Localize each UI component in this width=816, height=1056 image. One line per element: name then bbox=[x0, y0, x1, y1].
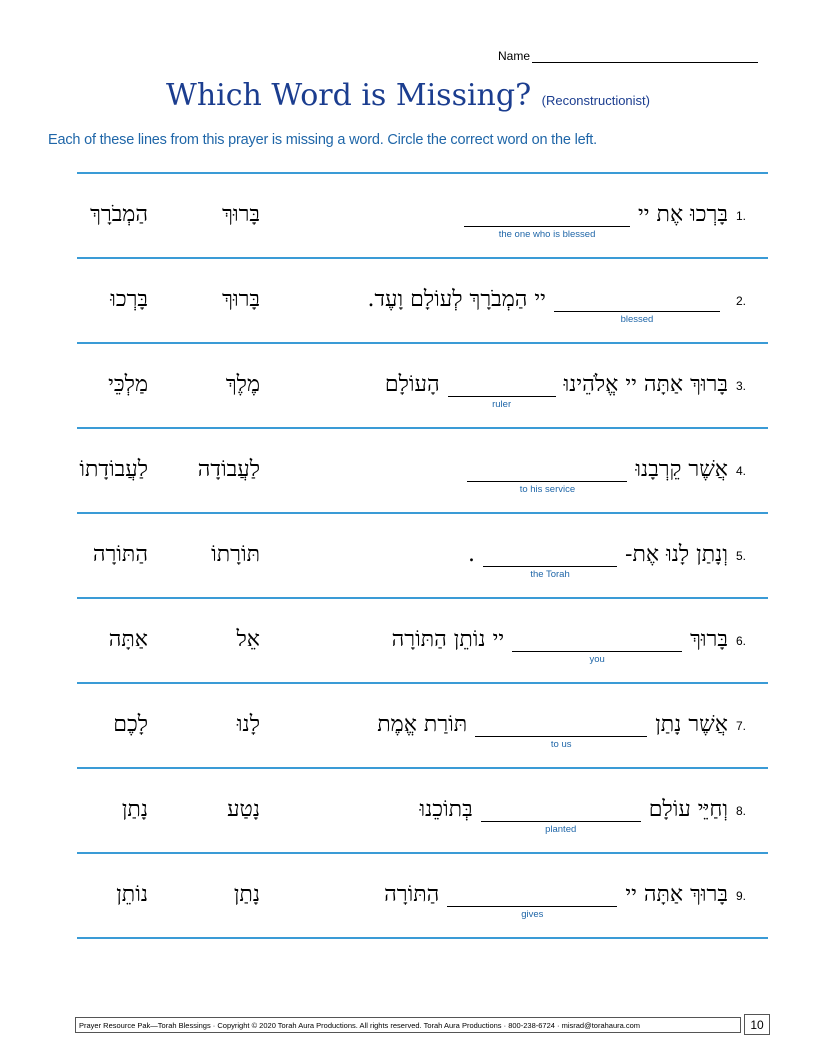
answer-option-1[interactable]: מֶלֶךְ bbox=[225, 372, 260, 397]
text-before-blank: וְחַיֵּי עוֹלָם bbox=[648, 797, 728, 822]
answer-option-2[interactable]: נוֹתֵן bbox=[116, 882, 148, 907]
text-after-blank: יי הַמְבֹרָךְ לְעוֹלָם וָעֶד. bbox=[367, 287, 546, 312]
question-row bbox=[77, 172, 768, 257]
page-number: 10 bbox=[744, 1014, 770, 1035]
answer-option-1[interactable]: תּוֹרָתוֹ bbox=[211, 542, 260, 567]
question-number: .6 bbox=[735, 634, 746, 648]
prayer-line bbox=[468, 541, 746, 580]
name-field[interactable] bbox=[498, 49, 758, 63]
answer-option-2[interactable]: הַמְבֹרָךְ bbox=[90, 202, 148, 227]
answer-blank[interactable] bbox=[481, 801, 641, 835]
question-row bbox=[77, 512, 768, 597]
answer-option-1[interactable]: אֵל bbox=[236, 627, 260, 652]
text-before-blank: אֲשֶׁר נָתַן bbox=[655, 712, 728, 737]
answer-option-2[interactable]: לָכֶם bbox=[113, 712, 148, 737]
text-before-blank: בָּרוּךְ אַתָּה יי אֱלֹהֵינוּ bbox=[563, 372, 728, 397]
page-title: Which Word is Missing? bbox=[165, 78, 532, 113]
footer-credit: Prayer Resource Pak—Torah Blessings · Copyright © 2020 Torah Aura Productions. All rights reserved. Torah Aura Productions · 800-238-6724 · misrad@torahaura.com bbox=[75, 1017, 741, 1033]
text-after-blank: תּוֹרַת אֱמֶת bbox=[377, 712, 468, 737]
english-hint: blessed bbox=[620, 314, 654, 325]
text-after-blank: יי נוֹתֵן הַתּוֹרָה bbox=[391, 627, 505, 652]
question-number: .7 bbox=[735, 719, 746, 733]
answer-option-2[interactable]: הַתּוֹרָה bbox=[92, 542, 148, 567]
answer-option-1[interactable]: נָתַן bbox=[233, 882, 260, 907]
english-hint: ruler bbox=[492, 399, 512, 410]
question-row bbox=[77, 682, 768, 767]
text-before-blank: בָּרוּךְ אַתָּה יי bbox=[625, 882, 728, 907]
answer-option-2[interactable]: מַלְכֵּי bbox=[108, 372, 148, 397]
english-hint: planted bbox=[545, 824, 577, 835]
answer-blank[interactable] bbox=[467, 461, 627, 495]
question-number: .8 bbox=[735, 804, 746, 818]
answer-blank[interactable] bbox=[554, 291, 720, 325]
text-before-blank: וְנָתַן לָנוּ אֶת- bbox=[625, 542, 728, 567]
prayer-line bbox=[384, 371, 746, 410]
answer-option-2[interactable]: אַתָּה bbox=[108, 627, 148, 652]
answer-blank[interactable] bbox=[464, 206, 630, 240]
text-after-blank: הַתּוֹרָה bbox=[384, 882, 440, 907]
prayer-line bbox=[367, 286, 746, 325]
question-row bbox=[77, 342, 768, 427]
answer-blank[interactable] bbox=[447, 886, 617, 920]
answer-option-2[interactable]: לַעֲבוֹדָתוֹ bbox=[79, 457, 148, 482]
question-number: .2 bbox=[735, 294, 746, 308]
answer-option-2[interactable]: נָתַן bbox=[121, 797, 148, 822]
english-hint: the Torah bbox=[530, 569, 570, 580]
text-after-blank: . bbox=[468, 542, 476, 567]
question-row bbox=[77, 427, 768, 512]
text-after-blank: הָעוֹלָם bbox=[384, 372, 440, 397]
prayer-line bbox=[391, 626, 746, 665]
answer-option-2[interactable]: בָּרְכוּ bbox=[110, 287, 148, 312]
text-after-blank: בְּתוֹכֵנוּ bbox=[419, 797, 473, 822]
page-title-block bbox=[0, 78, 816, 113]
question-row bbox=[77, 852, 768, 939]
question-number: .5 bbox=[735, 549, 746, 563]
text-before-blank: בָּרְכוּ אֶת יי bbox=[638, 202, 728, 227]
question-number: .4 bbox=[735, 464, 746, 478]
text-before-blank: אֲשֶׁר קֵרְבָנוּ bbox=[635, 457, 728, 482]
question-number: .1 bbox=[735, 209, 746, 223]
question-number: .3 bbox=[735, 379, 746, 393]
english-hint: the one who is blessed bbox=[498, 229, 596, 240]
question-row bbox=[77, 257, 768, 342]
answer-blank[interactable] bbox=[448, 376, 556, 410]
answer-option-1[interactable]: לָנוּ bbox=[236, 712, 260, 737]
question-list bbox=[77, 172, 768, 939]
question-number: .9 bbox=[735, 889, 746, 903]
english-hint: to his service bbox=[519, 484, 576, 495]
english-hint: to us bbox=[550, 739, 572, 750]
question-row bbox=[77, 597, 768, 682]
english-hint: you bbox=[589, 654, 605, 665]
answer-blank[interactable] bbox=[483, 546, 617, 580]
answer-option-1[interactable]: לַעֲבוֹדָה bbox=[197, 457, 260, 482]
answer-option-1[interactable]: נָטַע bbox=[227, 797, 260, 822]
name-label: Name bbox=[498, 49, 531, 63]
prayer-line bbox=[384, 881, 746, 920]
prayer-line bbox=[377, 711, 746, 750]
english-hint: gives bbox=[521, 909, 544, 920]
answer-blank[interactable] bbox=[475, 716, 647, 750]
name-blank[interactable] bbox=[532, 50, 758, 63]
text-before-blank: בָּרוּךְ bbox=[690, 627, 728, 652]
page-subtitle: (Reconstructionist) bbox=[541, 93, 650, 108]
instructions: Each of these lines from this prayer is missing a word. Circle the correct word on the left. bbox=[48, 132, 597, 148]
answer-option-1[interactable]: בָּרוּךְ bbox=[222, 287, 260, 312]
answer-blank[interactable] bbox=[512, 631, 682, 665]
prayer-line bbox=[456, 201, 746, 240]
prayer-line bbox=[419, 796, 747, 835]
answer-option-1[interactable]: בָּרוּךְ bbox=[222, 202, 260, 227]
question-row bbox=[77, 767, 768, 852]
prayer-line bbox=[459, 456, 746, 495]
